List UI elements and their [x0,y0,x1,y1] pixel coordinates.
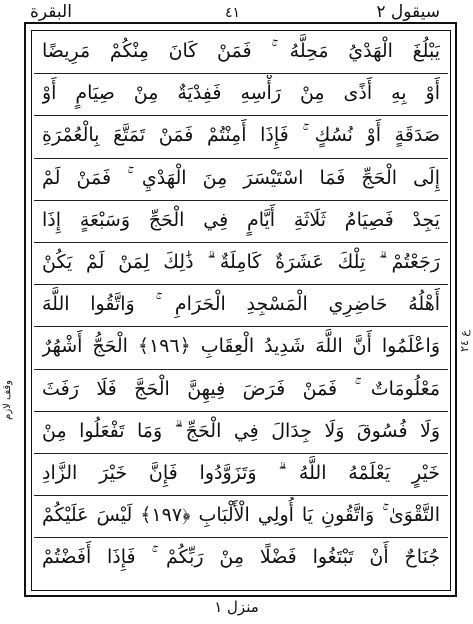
line-separator [34,158,448,159]
surah-name: البقرة [30,2,72,22]
text-line: رَجَعْتُمْ ۗ تِلْكَ عَشَرَةٌ كَامِلَةٌ ۗ ذَٰلِكَ لِمَنْ لَمْ يَكُنْ [42,251,440,273]
line-separator [34,453,448,454]
text-line: صَدَقَةٍ أَوْ نُسُكٍ ۚ فَإِذَا أَمِنْتُمْ فَمَنْ تَمَتَّعَ بِالْعُمْرَةِ [42,124,440,147]
ruku-marker: ع ٢٤ [458,330,471,352]
text-line: يَبْلُغَ الْهَدْيُ مَحِلَّهُ ۚ فَمَنْ كَانَ مِنْكُمْ مَرِيضًا [42,40,440,62]
line-separator [34,73,448,74]
text-line: إِلَى الْحَجِّ فَمَا اسْتَيْسَرَ مِنَ الْهَدْيِ ۚ فَمَنْ لَمْ [42,166,440,189]
text-line: وَلَا فُسُوقَ وَلَا جِدَالَ فِي الْحَجِّ ۗ وَمَا تَفْعَلُوا مِنْ [42,419,440,442]
line-separator [34,284,448,285]
margin-note-left: وقف لازم [2,380,13,420]
text-line: مَعْلُومَاتٌ ۚ فَمَنْ فَرَضَ فِيهِنَّ الْحَجَّ فَلَا رَفَثَ [42,377,440,400]
text-line: أَهْلُهُ حَاضِرِي الْمَسْجِدِ الْحَرَامِ ۚ وَاتَّقُوا اللَّهَ [42,293,440,316]
line-separator [34,200,448,201]
text-line: خَيْرٍ يَعْلَمْهُ اللَّهُ ۗ وَتَزَوَّدُوا فَإِنَّ خَيْرَ الزَّادِ [42,462,440,484]
text-line: يَجِدْ فَصِيَامُ ثَلَاثَةِ أَيَّامٍ فِي الْحَجِّ وَسَبْعَةٍ إِذَا [42,208,440,231]
juz-name: سيقول ٢ [376,2,440,22]
line-separator [34,537,448,538]
line-separator [34,495,448,496]
line-separator [34,369,448,370]
text-line: التَّقْوَىٰ ۚ وَاتَّقُونِ يَا أُولِي الْأَلْبَابِ ﴿١٩٧﴾ لَيْسَ عَلَيْكُمْ [42,504,440,527]
line-separator [34,411,448,412]
text-line: وَاعْلَمُوا أَنَّ اللَّهَ شَدِيدُ الْعِقَابِ ﴿١٩٦﴾ الْحَجُّ أَشْهُرٌ [42,335,440,358]
text-line: أَوْ بِهِ أَذًى مِنْ رَأْسِهِ فَفِدْيَةٌ مِنْ صِيَامٍ أَوْ [42,82,440,105]
text-line: جُنَاحٌ أَنْ تَبْتَغُوا فَضْلًا مِنْ رَبِّكُمْ ۚ فَإِذَا أَفَضْتُمْ [42,546,440,569]
line-separator [34,326,448,327]
line-separator [34,115,448,116]
manzil-footer: منزل ١ [214,598,259,616]
page-number: ٤١ [225,5,241,21]
line-separator [34,242,448,243]
